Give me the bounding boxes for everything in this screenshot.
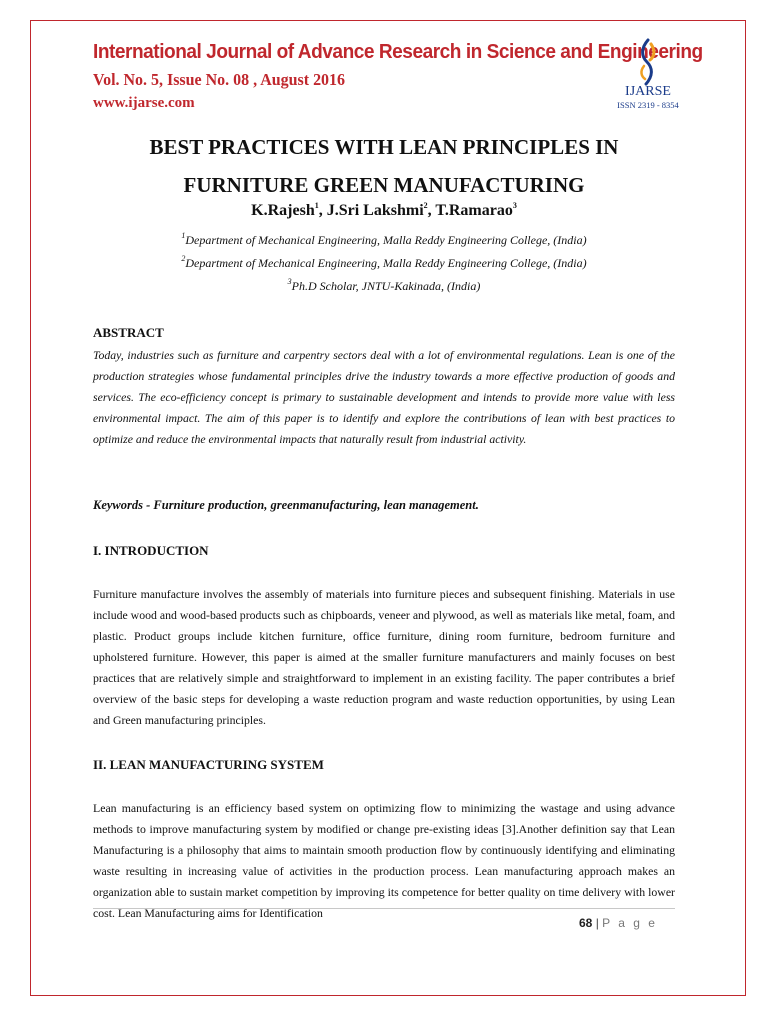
paper-title-line-1: BEST PRACTICES WITH LEAN PRINCIPLES IN <box>149 135 619 159</box>
introduction-heading: I. INTRODUCTION <box>93 543 209 558</box>
author-separator: , <box>427 202 436 219</box>
paper-title <box>60 128 708 204</box>
journal-header <box>93 40 703 112</box>
journal-logo <box>608 38 688 110</box>
logo-issn: ISSN 2319 - 8354 <box>617 100 679 110</box>
author-affiliation-mark: 1 <box>314 200 319 210</box>
affiliation-text: Department of Mechanical Engineering, Malla Reddy Engineering College, (India) <box>185 256 587 270</box>
author-affiliation-mark: 3 <box>512 200 517 210</box>
journal-title: International Journal of Advance Research in Science and Engineering <box>93 40 703 63</box>
affiliation-2 <box>60 256 708 271</box>
affiliation-mark: 1 <box>181 231 186 240</box>
lean-system-heading: II. LEAN MANUFACTURING SYSTEM <box>93 757 324 772</box>
lean-system-text: Lean manufacturing is an efficiency based system on optimizing flow to minimizing the wastage and using advance methods to improve manufacturing system by modified or change pre-existing ideas [3].Another definition say that Lean Manufacturing is a philosophy that aims to maintain smooth production flow by continuously identifying and eliminating waste resulting in increasing value of activities in the production process. Lean manufacturing approach makes an organization able to sustain market competition by improving its competence for better quality on time delivery with lower cost. Lean Manufacturing aims for Identification <box>93 801 675 920</box>
author-list <box>60 202 708 220</box>
author-affiliation-mark: 2 <box>423 200 428 210</box>
paper-title-line-2: FURNITURE GREEN MANUFACTURING <box>183 173 585 197</box>
page-number <box>579 916 657 930</box>
page-number-value: 68 <box>579 916 593 930</box>
feather-logo-icon <box>635 38 661 86</box>
author-name: J.Sri Lakshmi <box>326 202 424 219</box>
logo-name: IJARSE <box>625 84 671 99</box>
author-separator: , <box>318 202 327 219</box>
footer-divider <box>93 908 675 909</box>
affiliation-3 <box>60 279 708 294</box>
page-number-separator: | <box>595 916 599 930</box>
keywords: Keywords - Furniture production, greenmanufacturing, lean management. <box>93 498 479 512</box>
affiliation-mark: 2 <box>181 254 186 263</box>
introduction-text: Furniture manufacture involves the assembly of materials into furniture pieces and subsequent finishing. Materials in use include wood and wood-based products such as chipboards, veneer and plywood, as well as materials like metal, foam, and plastic. Product groups include kitchen furniture, office furniture, dining room furniture, bedroom furniture and upholstered furniture. However, this paper is aimed at the smaller furniture manufacturers and mainly focuses on best practices that are relatively simple and straightforward to implement in an existing facility. The paper contributes a brief overview of the basic steps for developing a waste reduction program and waste reduction opportunities, by using Lean and Green manufacturing principles. <box>93 587 675 727</box>
author-name: T.Ramarao <box>435 202 513 219</box>
page-label: P a g e <box>602 916 658 930</box>
abstract-text: Today, industries such as furniture and carpentry sectors deal with a lot of environmental regulations. Lean is one of the production strategies whose fundamental principles drive the industry towards a more effective production of goods and services. The eco-efficiency concept is primary to sustainable development and intends to provide more value with less environmental impact. The aim of this paper is to identify and explore the contributions of lean with best practices to optimize and reduce the environmental impacts that naturally result from industrial activity. <box>93 348 675 446</box>
abstract-heading: ABSTRACT <box>93 325 164 340</box>
affiliation-1 <box>60 233 708 248</box>
journal-issue: Vol. No. 5, Issue No. 08 , August 2016 <box>93 70 346 89</box>
journal-website-link[interactable]: www.ijarse.com <box>93 95 195 111</box>
affiliation-text: Ph.D Scholar, JNTU-Kakinada, (India) <box>291 279 481 293</box>
affiliation-text: Department of Mechanical Engineering, Malla Reddy Engineering College, (India) <box>185 233 587 247</box>
author-name: K.Rajesh <box>251 202 315 219</box>
affiliation-mark: 3 <box>287 277 292 286</box>
